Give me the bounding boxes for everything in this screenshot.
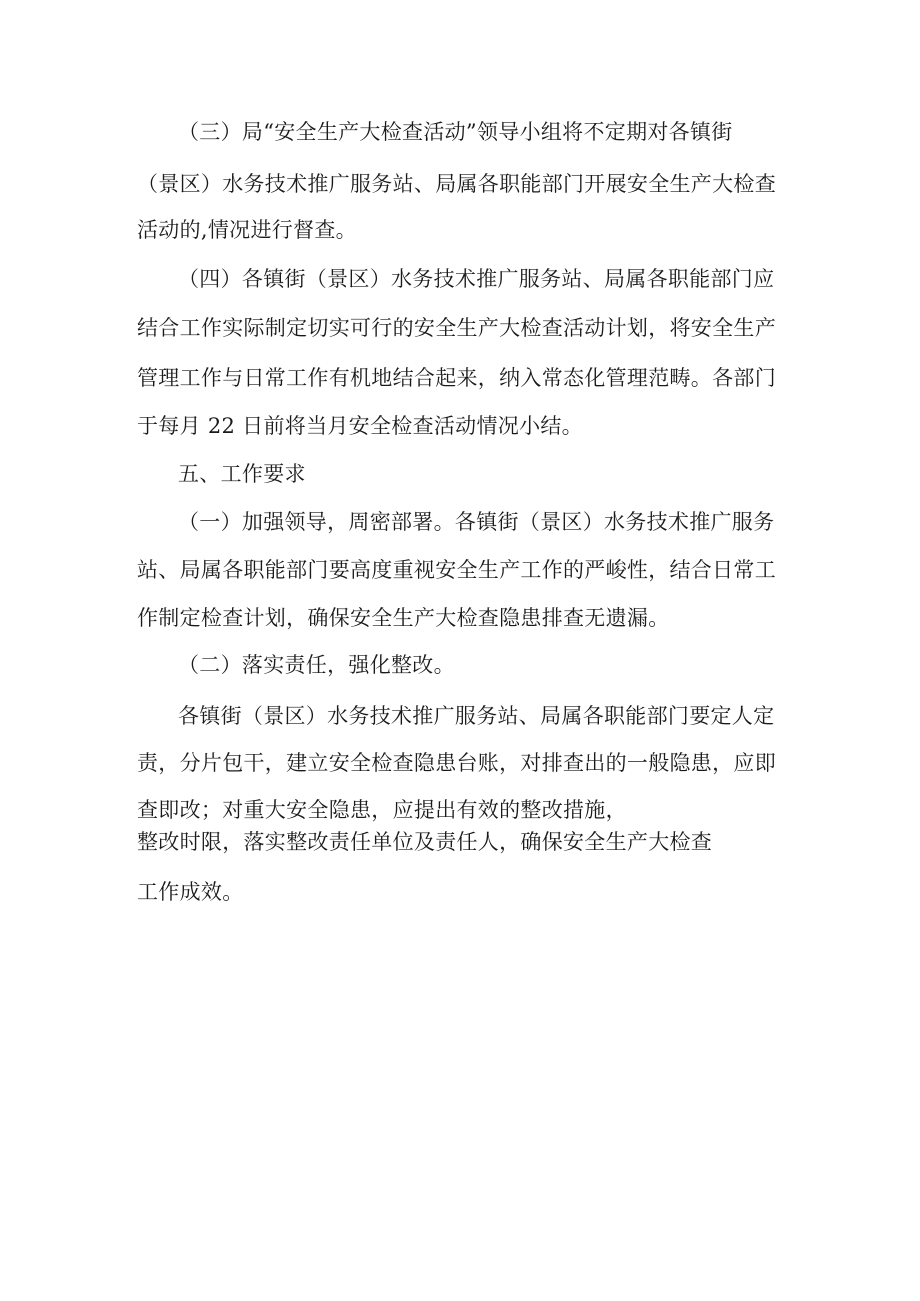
paragraph-4-line-2: 结合工作实际制定切实可行的安全生产大检查活动计划，将安全生产 xyxy=(137,316,776,340)
section-5-heading: 五、工作要求 xyxy=(178,462,306,486)
paragraph-4-line-3: 管理工作与日常工作有机地结合起来，纳入常态化管理范畴。各部门 xyxy=(137,366,776,390)
paragraph-3-line-2: （景区）水务技术推广服务站、局属各职能部门开展安全生产大检查 xyxy=(137,172,776,196)
item-2-line-4: 整改时限，落实整改责任单位及责任人，确保安全生产大检查 xyxy=(137,830,713,854)
paragraph-4-line-4: 于每月 22 日前将当月安全检查活动情况小结。 xyxy=(137,414,583,438)
paragraph-3-line-3: 活动的,情况进行督查。 xyxy=(137,218,357,242)
item-2-heading: （二）落实责任，强化整改。 xyxy=(178,653,455,677)
item-1-line-2: 站、局属各职能部门要高度重视安全生产工作的严峻性，结合日常工 xyxy=(137,558,776,582)
paragraph-3-line-1: （三）局“安全生产大检查活动”领导小组将不定期对各镇街 xyxy=(178,120,733,144)
item-2-line-3: 查即改；对重大安全隐患，应提出有效的整改措施， xyxy=(137,798,627,822)
item-2-line-5: 工作成效。 xyxy=(137,880,244,904)
paragraph-4-line-1: （四）各镇街（景区）水务技术推广服务站、局属各职能部门应 xyxy=(178,267,775,291)
item-1-line-3: 作制定检查计划，确保安全生产大检查隐患排查无遗漏。 xyxy=(137,606,670,630)
item-2-line-1: 各镇街（景区）水务技术推广服务站、局属各职能部门要定人定 xyxy=(178,704,775,728)
item-1-line-1: （一）加强领导，周密部署。各镇街（景区）水务技术推广服务 xyxy=(178,510,775,534)
item-2-line-2: 责，分片包干，建立安全检查隐患台账，对排查出的一般隐患，应即 xyxy=(137,751,776,775)
